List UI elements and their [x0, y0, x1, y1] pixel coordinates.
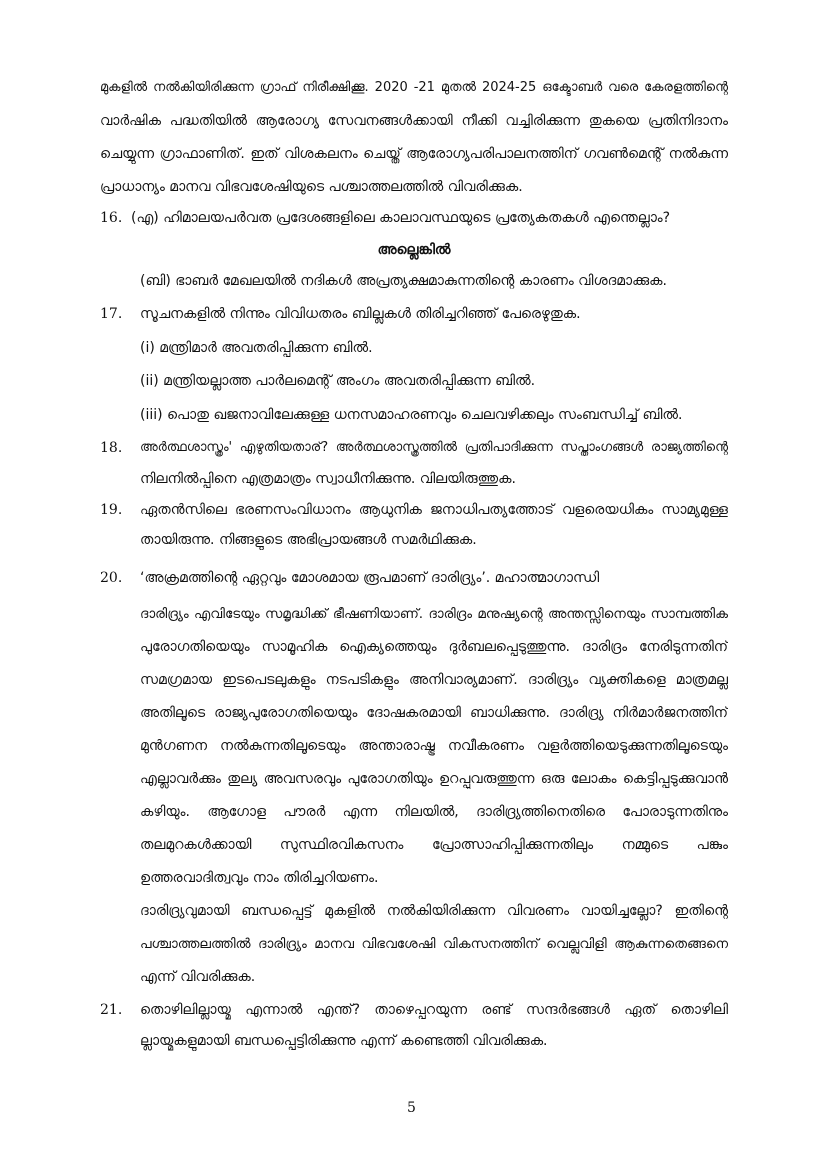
- intro-line-2: വാർഷിക പദ്ധതിയിൽ ആരോഗ്യ സേവനങ്ങൾക്കായി നീക്കി വച്ചിരിക്കുന്ന തുകയെ പ്രതിനിദാനം: [100, 113, 728, 129]
- intro-line-4: പ്രാധാന്യം മാനവ വിഭവശേഷിയുടെ പശ്ചാത്തലത്തിൽ വിവരിക്കുക.: [100, 179, 523, 195]
- question-20-para-line-9: ഉത്തരവാദിത്വവും നാം തിരിച്ചറിയണം.: [140, 870, 379, 886]
- question-20-para-line-3: സമഗ്രമായ ഇടപെടലുകളും നടപടികളും അനിവാര്യമാണ്. ദാരിദ്ര്യം വ്യക്തികളെ മാത്രമല്ല: [140, 672, 728, 688]
- question-20-task-line-1: ദാരിദ്ര്യവുമായി ബന്ധപ്പെട്ട് മുകളിൽ നൽകിയിരിക്കുന്ന വിവരണം വായിച്ചല്ലോ? ഇതിന്റെ: [140, 903, 728, 919]
- question-18-line-1: അർത്ഥശാസ്ത്രം' എഴുതിയതാര്? അർത്ഥശാസ്ത്രത്തിൽ പ്രതിപാദിക്കുന്ന സപ്താംഗങ്ങൾ രാജ്യത്തിന്റെ: [140, 440, 728, 455]
- question-21-line-2: ല്ലായ്മകളുമായി ബന്ധപ്പെട്ടിരിക്കുന്നു എന്ന് കണ്ടെത്തി വിവരിക്കുക.: [140, 1033, 548, 1049]
- question-17-item-3: (iii) പൊതു ഖജനാവിലേക്കുള്ള ധനസമാഹരണവും ചെലവഴിക്കലും സംബന്ധിച്ച് ബിൽ.: [140, 407, 683, 423]
- question-19-line-2: തായിരുന്നു. നിങ്ങളുടെ അഭിപ്രായങ്ങൾ സമർഥിക്കുക.: [140, 532, 477, 548]
- question-17-item-2: (ii) മന്ത്രിയല്ലാത്ത പാർലമെന്റ് അംഗം അവതരിപ്പിക്കുന്ന ബിൽ.: [140, 373, 536, 389]
- question-18-line-2: നിലനിൽപ്പിനെ എത്രമാത്രം സ്വാധീനിക്കുന്നു. വിലയിരുത്തുക.: [140, 471, 516, 487]
- intro-line-3: ചെയ്യുന്ന ഗ്രാഫാണിത്. ഇത് വിശകലനം ചെയ്ത് ആരോഗ്യപരിപാലനത്തിന് ഗവൺമെന്റ് നൽകുന്ന: [100, 146, 728, 162]
- question-20-quote: ‘അക്രമത്തിന്റെ ഏറ്റവും മോശമായ രൂപമാണ് ദാരിദ്ര്യം’. മഹാത്മാഗാന്ധി: [140, 570, 600, 586]
- intro-line-1: മുകളിൽ നൽകിയിരിക്കുന്ന ഗ്രാഫ് നിരീക്ഷിക്കൂ. 2020 -21 മുതൽ 2024-25 ഒക്ടോബർ വരെ കേരളത്തിന്റെ: [100, 80, 728, 95]
- question-16-b: (ബി) ഭാബർ മേഖലയിൽ നദികൾ അപ്രത്യക്ഷമാകുന്നതിന്റെ കാരണം വിശദമാക്കുക.: [140, 273, 667, 289]
- question-20-para-line-5: മുൻഗണന നൽകുന്നതിലൂടെയും അന്താരാഷ്ട്ര നവീകരണം വളർത്തിയെടുക്കുന്നതിലൂടെയും: [140, 738, 728, 754]
- question-20-para-line-7: കഴിയും. ആഗോള പൗരർ എന്ന നിലയിൽ, ദാരിദ്ര്യത്തിനെതിരെ പോരാടുന്നതിനും: [140, 804, 728, 820]
- question-20-para-line-4: അതിലൂടെ രാജ്യപുരോഗതിയെയും ദോഷകരമായി ബാധിക്കുന്നു. ദാരിദ്ര്യ നിർമാർജനത്തിന്: [140, 705, 728, 721]
- question-20-task-line-2: പശ്ചാത്തലത്തിൽ ദാരിദ്ര്യം മാനവ വിഭവശേഷി വികസനത്തിന് വെല്ലുവിളി ആകുന്നതെങ്ങനെ: [140, 936, 728, 952]
- question-20-para-line-1: ദാരിദ്ര്യം എവിടേയും സമൃദ്ധിക്ക് ഭീഷണിയാണ്. ദാരിദ്രം മനുഷ്യന്റെ അന്തസ്സിനെയും സാമ്പത്തിക: [140, 606, 728, 622]
- question-21-number: 21.: [100, 1002, 123, 1018]
- question-17-item-1: (i) മന്ത്രിമാർ അവതരിപ്പിക്കുന്ന ബിൽ.: [140, 340, 373, 356]
- question-17-text: സൂചനകളിൽ നിന്നും വിവിധതരം ബില്ലുകൾ തിരിച്ചറിഞ്ഞ് പേരെഴുതുക.: [140, 306, 581, 322]
- question-20-para-line-2: പുരോഗതിയെയും സാമൂഹിക ഐക്യത്തെയും ദുർബലപ്പെടുത്തുന്നു. ദാരിദ്രം നേരിടുന്നതിന്: [140, 639, 728, 655]
- question-18-number: 18.: [100, 440, 123, 456]
- page-number: 5: [407, 1100, 416, 1116]
- question-20-task-line-3: എന്ന് വിവരിക്കുക.: [140, 969, 256, 985]
- question-16-a: (എ) ഹിമാലയപർവത പ്രദേശങ്ങളിലെ കാലാവസ്ഥയുടെ പ്രത്യേകതകൾ എന്തെല്ലാം?: [131, 210, 671, 226]
- question-21-line-1: തൊഴിലില്ലായ്മ എന്നാൽ എന്ത്? താഴെപ്പറയുന്ന രണ്ട് സന്ദർഭങ്ങൾ ഏത് തൊഴിലി: [140, 1002, 728, 1018]
- question-19-number: 19.: [100, 502, 123, 518]
- question-17-number: 17.: [100, 306, 123, 322]
- question-20-para-line-8: തലമുറകൾക്കായി സുസ്ഥിരവികസനം പ്രോത്സാഹിപ്പിക്കുന്നതിലും നമ്മുടെ പങ്കും: [140, 837, 728, 853]
- question-20-number: 20.: [100, 570, 123, 586]
- question-19-line-1: ഏതൻസിലെ ഭരണസംവിധാനം ആധുനിക ജനാധിപത്യത്തോട് വളരെയധികം സാമ്യമുള്ള: [140, 502, 728, 518]
- question-16-number: 16.: [100, 210, 123, 226]
- question-16-or: അല്ലെങ്കിൽ: [377, 242, 451, 258]
- question-20-para-line-6: എല്ലാവർക്കും തുല്യ അവസരവും പുരോഗതിയും ഉറപ്പുവരുത്തുന്ന ഒരു ലോകം കെട്ടിപ്പടുക്കുവാൻ: [140, 771, 728, 787]
